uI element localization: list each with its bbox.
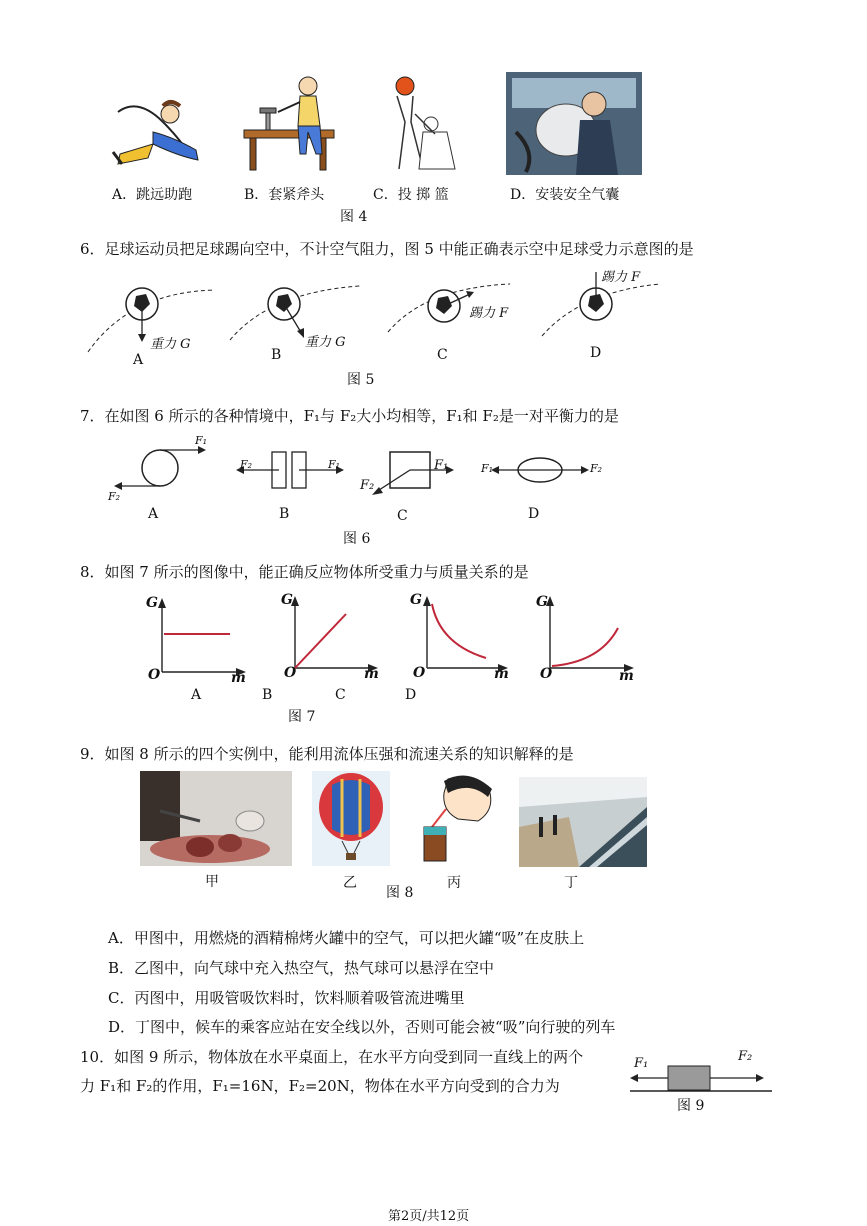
fig6-letter-a: A <box>148 506 159 522</box>
fig7-c-axis-x: m <box>494 666 509 682</box>
fig8-photo-jia <box>140 771 292 866</box>
fig7-b-axis-x: m <box>364 666 379 682</box>
fig7-a-axis-y: G <box>146 595 158 611</box>
fig8-label-ding: 丁 <box>564 875 578 891</box>
page-footer: 第2页/共12页 <box>388 1209 470 1224</box>
fig8-label-bing: 丙 <box>447 875 461 891</box>
fig4-image-a <box>108 92 206 174</box>
fig5-label-c-force: 踢力 F <box>469 306 509 321</box>
fig4-image-d <box>506 72 642 175</box>
fig6-a-f2: F₂ <box>108 490 121 503</box>
fig5-letter-a: A <box>133 352 144 368</box>
fig7-c-axis-y: G <box>410 592 422 608</box>
fig7-b-origin: O <box>284 665 297 681</box>
fig5-caption: 图 5 <box>347 372 375 388</box>
fig7-d-axis-y: G <box>536 594 548 610</box>
q9-option-d: D．丁图中，候车的乘客应站在安全线以外，否则可能会被“吸”向行驶的列车 <box>108 1018 616 1036</box>
fig5-diagram <box>70 272 770 382</box>
fig6-panel-a <box>114 446 206 490</box>
fig7-d-origin: O <box>540 666 553 682</box>
fig4-option-a: A．跳远助跑 <box>112 187 193 203</box>
fig4-image-c <box>375 74 465 174</box>
fig7-letter-a: A <box>191 687 202 703</box>
q9-option-a: A．甲图中，用燃烧的酒精棉烤火罐中的空气，可以把火罐“吸”在皮肤上 <box>108 929 585 947</box>
airbag-figure <box>506 72 642 175</box>
fig5-letter-b: B <box>271 347 282 363</box>
q10-line2: 力 F₁和 F₂的作用，F₁=16N，F₂=20N，物体在水平方向受到的合力为 <box>80 1077 560 1095</box>
fig7-letter-c: C <box>335 687 346 703</box>
fig8-photo-yi <box>312 771 390 866</box>
fig8-caption: 图 8 <box>386 885 414 901</box>
fig6-c-f2: F₂ <box>360 478 375 493</box>
fig4-option-c: C．投 掷 篮 <box>373 187 449 203</box>
q9-option-b: B．乙图中，向气球中充入热空气，热气球可以悬浮在空中 <box>108 959 495 977</box>
fig4-option-d: D．安装安全气囊 <box>510 187 620 203</box>
fig7-letter-b: B <box>262 687 273 703</box>
q9-option-c: C．丙图中，用吸管吸饮料时，饮料顺着吸管流进嘴里 <box>108 989 465 1007</box>
fig6-c-f1: F₁ <box>434 458 449 473</box>
fig4-image-b <box>240 74 340 174</box>
fig9-f2: F₂ <box>738 1049 753 1064</box>
q7-text: 7．在如图 6 所示的各种情境中，F₁与 F₂大小均相等，F₁和 F₂是一对平衡力的是 <box>80 407 619 425</box>
fig5-label-a-force: 重力 G <box>150 337 191 352</box>
q8-text: 8．如图 7 所示的图像中，能正确反应物体所受重力与质量关系的是 <box>80 563 529 581</box>
q9-text: 9．如图 8 所示的四个实例中，能利用流体压强和流速关系的知识解释的是 <box>80 745 574 763</box>
fig5-label-b-force: 重力 G <box>305 335 346 350</box>
fig7-diagram <box>140 592 660 692</box>
fig6-diagram <box>100 432 660 504</box>
fig7-caption: 图 7 <box>288 709 316 725</box>
fig7-a-origin: O <box>148 667 161 683</box>
fig6-d-f1: F₁ <box>481 462 494 475</box>
fig7-a-axis-x: m <box>231 670 246 686</box>
fig6-letter-c: C <box>397 508 408 524</box>
fig7-graph-a <box>158 598 246 676</box>
basketball-figure <box>375 74 465 174</box>
fig7-graph-d <box>546 596 634 672</box>
fig5-label-d-force: 踢力 F <box>601 270 641 285</box>
fig9-caption: 图 9 <box>677 1098 705 1114</box>
fig7-letter-d: D <box>405 687 417 703</box>
long-jump-figure <box>108 92 206 174</box>
fig5-letter-c: C <box>437 347 448 363</box>
fig9-f1: F₁ <box>634 1056 649 1071</box>
fig6-a-f1: F₁ <box>195 434 208 447</box>
fig6-b-f1: F₁ <box>328 458 341 471</box>
fig6-caption: 图 6 <box>343 531 371 547</box>
fig8-label-jia: 甲 <box>205 874 219 890</box>
fig8-photo-bing <box>418 771 498 866</box>
fig6-letter-b: B <box>279 506 290 522</box>
subway-platform-photo <box>519 777 647 867</box>
fig7-b-axis-y: G <box>281 592 293 608</box>
fig8-label-yi: 乙 <box>343 875 357 891</box>
fig7-graph-c <box>423 596 508 672</box>
hot-air-balloon-photo <box>312 771 390 866</box>
q10-line1: 10．如图 9 所示，物体放在水平桌面上，在水平方向受到同一直线上的两个 <box>80 1048 584 1066</box>
fig7-graph-b <box>291 596 378 672</box>
fig7-d-axis-x: m <box>619 668 634 684</box>
fig6-d-f2: F₂ <box>590 462 603 475</box>
q6-text: 6．足球运动员把足球踢向空中，不计空气阻力，图 5 中能正确表示空中足球受力示意图的是 <box>80 240 694 258</box>
fig6-b-f2: F₂ <box>240 458 253 471</box>
fig9-diagram <box>626 1058 776 1098</box>
cupping-photo <box>140 771 292 866</box>
fig7-c-origin: O <box>413 665 426 681</box>
fig4-option-b: B．套紧斧头 <box>244 187 325 203</box>
straw-drinking-figure <box>418 771 498 866</box>
fig6-panel-d <box>491 458 589 482</box>
fig6-letter-d: D <box>528 506 540 522</box>
hammer-bench-figure <box>240 74 340 174</box>
fig4-caption: 图 4 <box>340 209 368 225</box>
fig8-photo-ding <box>519 777 647 867</box>
fig5-letter-d: D <box>590 345 602 361</box>
